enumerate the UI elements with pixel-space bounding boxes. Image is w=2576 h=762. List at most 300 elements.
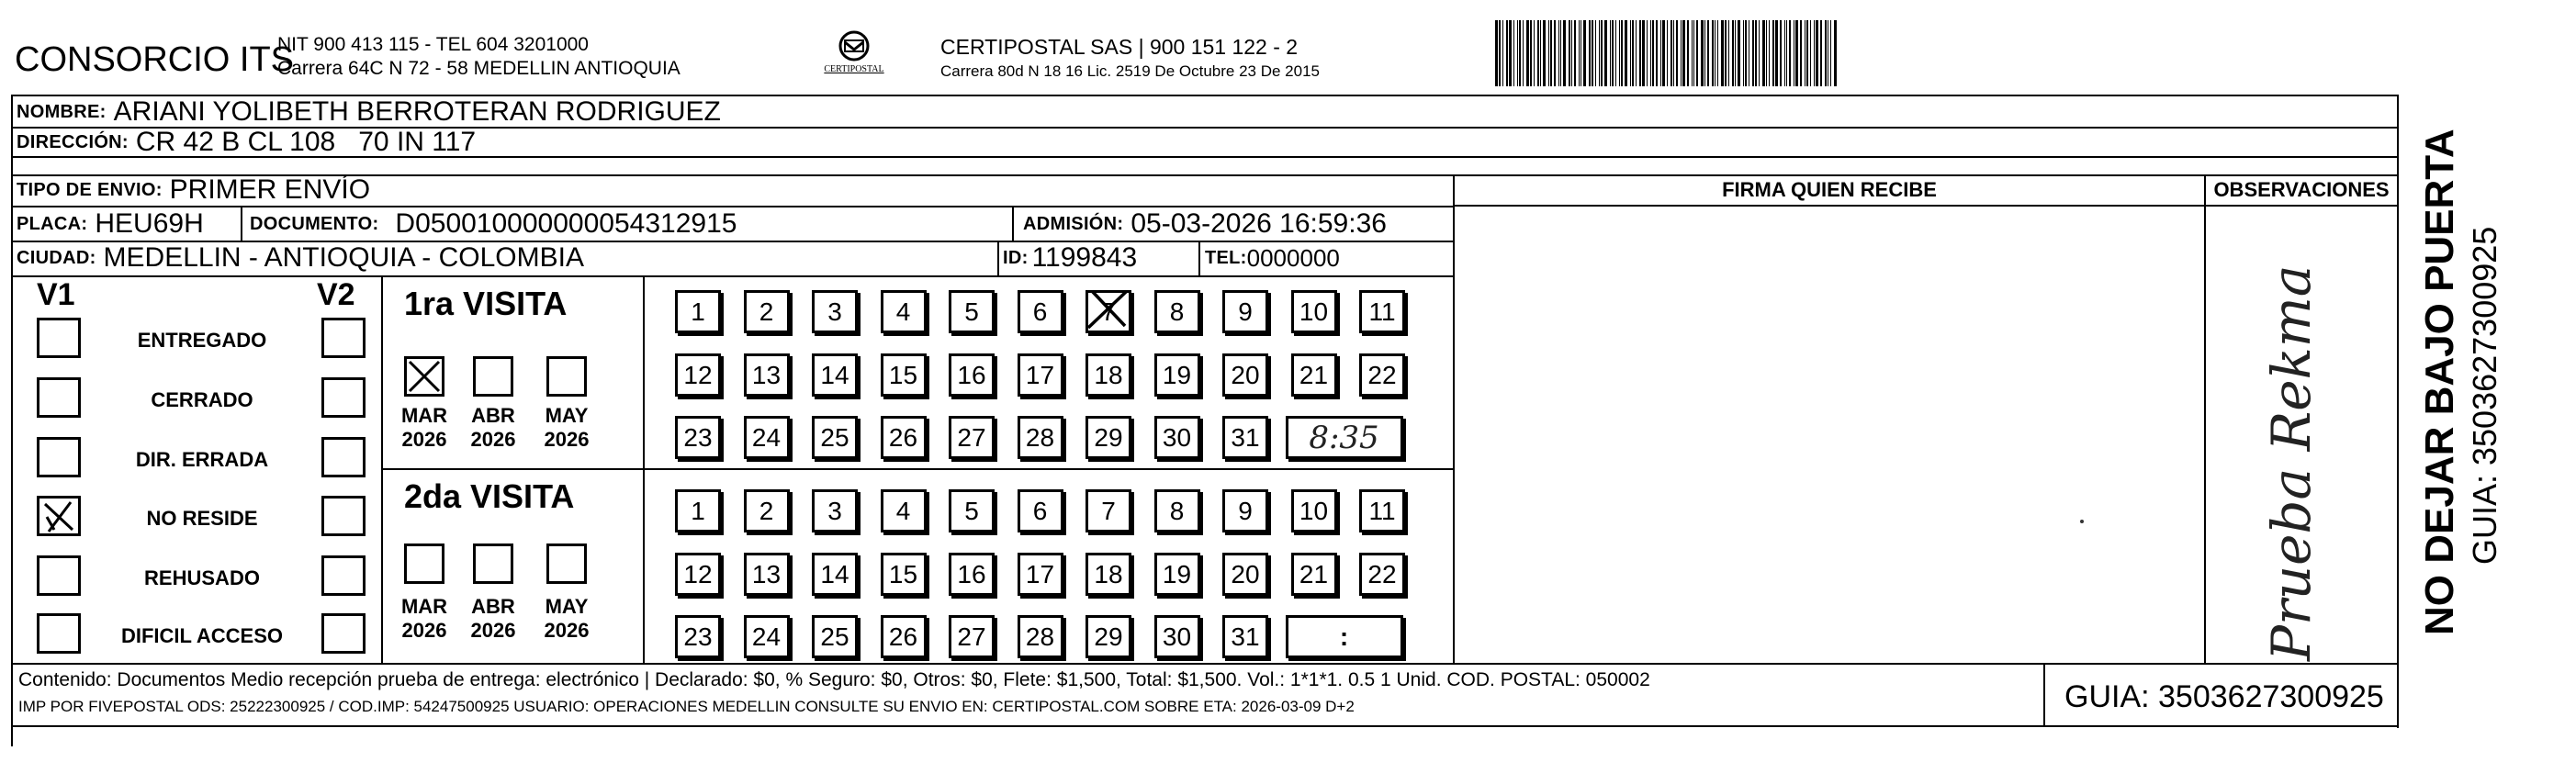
barcode-bar xyxy=(1704,20,1705,86)
day-number: 12 xyxy=(683,559,713,588)
barcode-bar xyxy=(1762,20,1765,86)
day-number: 5 xyxy=(964,297,979,326)
v2-checkbox[interactable] xyxy=(321,613,366,654)
day-cell[interactable] xyxy=(949,615,995,658)
barcode-bar xyxy=(1662,20,1665,86)
documento-label: DOCUMENTO: xyxy=(250,213,379,234)
day-cell[interactable] xyxy=(1359,353,1405,397)
day-cell[interactable] xyxy=(1086,615,1131,658)
day-cell[interactable] xyxy=(881,553,927,596)
year-label: 2026 xyxy=(401,619,447,642)
nombre-row xyxy=(17,96,721,128)
day-number: 26 xyxy=(888,422,918,452)
day-number: 21 xyxy=(1299,559,1329,588)
barcode-bar xyxy=(1696,20,1698,86)
day-cell[interactable] xyxy=(1222,353,1268,397)
day-cell[interactable] xyxy=(744,615,790,658)
barcode-bar xyxy=(1569,20,1570,86)
placa-label: PLACA: xyxy=(17,213,88,234)
day-number: 14 xyxy=(820,559,849,588)
day-cell[interactable] xyxy=(744,553,790,596)
v1-checkbox[interactable] xyxy=(37,555,81,596)
barcode-bar xyxy=(1595,20,1596,86)
barcode-bar xyxy=(1721,20,1724,86)
day-cell[interactable] xyxy=(1086,553,1131,596)
id-label: ID: xyxy=(1003,247,1029,268)
barcode-bar xyxy=(1554,20,1556,86)
barcode-bar xyxy=(1717,20,1718,86)
frame-left xyxy=(11,95,13,746)
barcode-bar xyxy=(1517,20,1518,86)
status-label: DIFICIL ACCESO xyxy=(120,624,283,647)
day-number: 10 xyxy=(1299,496,1329,525)
v1-checkbox[interactable] xyxy=(37,496,81,536)
day-number: 31 xyxy=(1231,622,1260,651)
certipostal-logo-icon xyxy=(817,29,891,81)
id-row xyxy=(1003,241,1137,275)
barcode-bar xyxy=(1769,20,1770,86)
day-number: 13 xyxy=(751,360,782,389)
day-cell[interactable] xyxy=(1222,615,1268,658)
barcode-bar xyxy=(1755,20,1757,86)
barcode-bar xyxy=(1650,20,1651,86)
day-number: 1 xyxy=(691,496,705,525)
stray-dot xyxy=(2080,520,2084,523)
barcode-bar xyxy=(1656,20,1658,86)
barcode-bar xyxy=(1615,20,1616,86)
day-number: 12 xyxy=(683,360,713,389)
placa-row xyxy=(17,207,204,241)
day-cell[interactable] xyxy=(881,353,927,397)
barcode-bar xyxy=(1789,20,1791,86)
barcode-bar xyxy=(1604,20,1607,86)
admision-value: 05-03-2026 16:59:36 xyxy=(1131,208,1387,239)
frame-right xyxy=(2397,95,2399,728)
day-cell[interactable] xyxy=(881,615,927,658)
day-number: 8 xyxy=(1169,496,1185,525)
barcode-bar xyxy=(1550,20,1552,86)
barcode-bar xyxy=(1834,20,1837,86)
row-sep-footer xyxy=(11,663,2399,665)
visit1-title: 1ra VISITA xyxy=(404,285,568,322)
status-label: NO RESIDE xyxy=(146,507,258,530)
barcode-bar xyxy=(1625,20,1627,86)
month-label: MAR xyxy=(400,404,448,427)
barcode-bar xyxy=(1639,20,1641,86)
v2-checkbox[interactable] xyxy=(321,318,366,358)
day-cell[interactable] xyxy=(1222,553,1268,596)
barcode-bar xyxy=(1647,20,1648,86)
day-mark-icon xyxy=(1083,286,1134,333)
barcode-bar xyxy=(1560,20,1561,86)
day-cell[interactable] xyxy=(675,416,721,459)
day-number: 25 xyxy=(820,622,849,651)
vsep-id xyxy=(997,241,999,275)
barcode-bar xyxy=(1786,20,1787,86)
barcode-bar xyxy=(1563,20,1566,86)
day-cell[interactable] xyxy=(812,489,858,532)
day-cell[interactable] xyxy=(881,416,927,459)
ciudad-label: CIUDAD: xyxy=(17,247,96,268)
year-label: 2026 xyxy=(401,428,447,451)
tel-label: TEL: xyxy=(1205,247,1247,268)
month-label: ABR xyxy=(471,404,515,427)
barcode-bar xyxy=(1673,20,1674,86)
barcode-bar xyxy=(1825,20,1827,86)
logo-caption: CERTIPOSTAL xyxy=(824,64,884,74)
day-number: 11 xyxy=(1368,496,1396,525)
month-label: MAR xyxy=(400,595,448,618)
barcode-bar xyxy=(1806,20,1808,86)
direccion-value: CR 42 B CL 108 70 IN 117 xyxy=(135,127,477,157)
admision-label: ADMISIÓN: xyxy=(1023,213,1124,234)
barcode-bar xyxy=(1509,20,1512,86)
day-number: 2 xyxy=(759,496,774,525)
barcode-bar xyxy=(1701,20,1704,86)
carrier-line1: CERTIPOSTAL SAS | 900 151 122 - 2 xyxy=(940,35,1299,59)
day-number: 13 xyxy=(751,559,782,588)
day-cell[interactable] xyxy=(1154,353,1200,397)
day-cell[interactable] xyxy=(1359,290,1405,333)
year-label: 2026 xyxy=(544,428,590,451)
barcode-bar xyxy=(1495,20,1498,86)
day-cell[interactable] xyxy=(812,553,858,596)
barcode-bar xyxy=(1693,20,1694,86)
v2-checkbox[interactable] xyxy=(321,437,366,477)
frame-bottom xyxy=(11,725,2399,727)
day-number: 3 xyxy=(827,297,842,326)
barcode-bar xyxy=(1772,20,1774,86)
firma-header: FIRMA QUIEN RECIBE xyxy=(1722,178,1937,201)
barcode-bar xyxy=(1652,20,1654,86)
day-cell[interactable] xyxy=(1291,353,1337,397)
v2-checkbox[interactable] xyxy=(321,377,366,418)
day-cell[interactable] xyxy=(1359,489,1405,532)
month-checkbox[interactable] xyxy=(473,543,513,584)
day-cell[interactable] xyxy=(1359,553,1405,596)
barcode-bar xyxy=(1660,20,1661,86)
barcode-bar xyxy=(1580,20,1581,86)
day-number: 2 xyxy=(759,297,774,326)
barcode-bar xyxy=(1534,20,1535,86)
barcode-bar xyxy=(1676,20,1678,86)
barcode-bar xyxy=(1599,20,1600,86)
day-number: 1 xyxy=(691,297,705,326)
day-cell[interactable] xyxy=(1018,615,1063,658)
day-cell[interactable] xyxy=(1086,290,1131,333)
day-number: 25 xyxy=(820,422,849,452)
barcode-bar xyxy=(1830,20,1831,86)
day-cell[interactable] xyxy=(1222,489,1268,532)
day-number: 22 xyxy=(1367,360,1397,389)
day-cell[interactable] xyxy=(949,553,995,596)
footer-line2: IMP POR FIVEPOSTAL ODS: 25222300925 / COD.IMP: 54247500925 USUARIO: OPERACIONES MEDELLIN CONSULTE SU ENVIO EN: CERTIPOSTAL.COM SOBRE ETA: 2026-03-09 D+2 xyxy=(18,698,1355,715)
day-cell[interactable] xyxy=(812,290,858,333)
barcode-bar xyxy=(1800,20,1802,86)
barcode-bar xyxy=(1621,20,1623,86)
day-number: 16 xyxy=(957,559,986,588)
day-number: 29 xyxy=(1094,422,1123,452)
v1-checkbox[interactable] xyxy=(37,377,81,418)
day-number: 8 xyxy=(1169,297,1185,326)
barcode-bar xyxy=(1574,20,1576,86)
day-cell[interactable] xyxy=(1154,615,1200,658)
day-cell[interactable] xyxy=(675,489,721,532)
barcode-bar xyxy=(1579,20,1580,86)
vsep-footer-guia xyxy=(2043,663,2045,725)
nombre-label: NOMBRE: xyxy=(17,101,107,122)
day-number: 21 xyxy=(1299,360,1329,389)
barcode-bar xyxy=(1571,20,1572,86)
v1-header: V1 xyxy=(37,277,75,312)
day-cell[interactable] xyxy=(1018,290,1063,333)
barcode-bar xyxy=(1506,20,1508,86)
day-cell[interactable] xyxy=(1018,353,1063,397)
day-number: 10 xyxy=(1299,297,1329,326)
barcode-bar xyxy=(1738,20,1740,86)
day-number: 19 xyxy=(1162,559,1192,588)
barcode-bar xyxy=(1592,20,1593,86)
barcode xyxy=(1495,20,1838,86)
barcode-bar xyxy=(1519,20,1521,86)
barcode-bar xyxy=(1743,20,1744,86)
barcode-bar xyxy=(1642,20,1645,86)
documento-value: D050010000000054312915 xyxy=(395,208,737,239)
day-cell[interactable] xyxy=(949,290,995,333)
barcode-bar xyxy=(1707,20,1709,86)
day-number: 5 xyxy=(964,496,979,525)
status-label: ENTREGADO xyxy=(137,329,267,352)
status-label: DIR. ERRADA xyxy=(135,448,269,471)
day-cell[interactable] xyxy=(1154,489,1200,532)
day-cell[interactable] xyxy=(1154,553,1200,596)
nombre-value: ARIANI YOLIBETH BERROTERAN RODRIGUEZ xyxy=(113,96,721,127)
day-cell[interactable] xyxy=(949,489,995,532)
side-guia: GUIA: 3503627300925 xyxy=(2466,226,2503,565)
day-number: 7 xyxy=(1101,297,1116,326)
day-number: 15 xyxy=(888,360,918,389)
observacion-handwritten: Prueba Rekma xyxy=(2260,264,2323,661)
barcode-bar xyxy=(1784,20,1785,86)
barcode-bar xyxy=(1759,20,1760,86)
day-number: 30 xyxy=(1162,622,1192,651)
day-cell[interactable] xyxy=(812,615,858,658)
barcode-bar xyxy=(1766,20,1767,86)
day-cell[interactable] xyxy=(812,353,858,397)
month-label: MAY xyxy=(545,404,589,427)
barcode-bar xyxy=(1712,20,1714,86)
month-label: MAY xyxy=(545,595,589,618)
month-checkbox[interactable] xyxy=(404,543,444,584)
day-cell[interactable] xyxy=(1222,290,1268,333)
day-number: 23 xyxy=(683,422,713,452)
day-cell[interactable] xyxy=(812,416,858,459)
row-sep-6 xyxy=(11,275,1453,277)
day-cell[interactable] xyxy=(1018,416,1063,459)
barcode-bar xyxy=(1636,20,1637,86)
barcode-bar xyxy=(1523,20,1524,86)
day-number: 4 xyxy=(895,297,911,326)
id-value: 1199843 xyxy=(1031,242,1138,273)
day-cell[interactable] xyxy=(744,416,790,459)
day-number: 9 xyxy=(1238,496,1253,525)
day-number: 14 xyxy=(820,360,849,389)
barcode-bar xyxy=(1630,20,1631,86)
time-field[interactable] xyxy=(1286,416,1403,459)
barcode-bar xyxy=(1820,20,1822,86)
barcode-bar xyxy=(1589,20,1591,86)
barcode-bar xyxy=(1610,20,1611,86)
barcode-bar xyxy=(1632,20,1634,86)
visit-separator xyxy=(381,468,1453,470)
year-label: 2026 xyxy=(544,619,590,642)
tipo-row xyxy=(17,174,370,206)
barcode-bar xyxy=(1752,20,1754,86)
day-number: 24 xyxy=(751,622,782,651)
day-cell[interactable] xyxy=(1154,416,1200,459)
day-number: 30 xyxy=(1162,422,1192,452)
footer-guia: GUIA: 3503627300925 xyxy=(2064,679,2384,714)
barcode-bar xyxy=(1526,20,1529,86)
day-number: 26 xyxy=(888,622,918,651)
day-cell[interactable] xyxy=(744,290,790,333)
v2-header: V2 xyxy=(317,277,355,312)
direccion-label: DIRECCIÓN: xyxy=(17,131,129,152)
barcode-bar xyxy=(1540,20,1541,86)
day-cell[interactable] xyxy=(949,416,995,459)
day-number: 20 xyxy=(1231,559,1260,588)
day-number: 4 xyxy=(895,496,911,525)
day-number: 17 xyxy=(1025,360,1055,389)
placa-value: HEU69H xyxy=(95,208,204,239)
barcode-bar xyxy=(1728,20,1729,86)
barcode-bar xyxy=(1687,20,1689,86)
time-field[interactable] xyxy=(1286,615,1403,658)
barcode-bar xyxy=(1682,20,1685,86)
day-cell[interactable] xyxy=(675,615,721,658)
side-warning: NO DEJAR BAJO PUERTA xyxy=(2417,129,2462,635)
v1-checkbox[interactable] xyxy=(37,613,81,654)
barcode-bar xyxy=(1692,20,1693,86)
barcode-bar xyxy=(1558,20,1559,86)
day-cell[interactable] xyxy=(675,353,721,397)
barcode-bar xyxy=(1543,20,1546,86)
barcode-bar xyxy=(1499,20,1501,86)
v1-checkbox[interactable] xyxy=(37,437,81,477)
v1-checkbox[interactable] xyxy=(37,318,81,358)
barcode-bar xyxy=(1612,20,1614,86)
month-checkbox[interactable] xyxy=(546,543,587,584)
day-number: 16 xyxy=(957,360,986,389)
day-cell[interactable] xyxy=(744,489,790,532)
tipo-value: PRIMER ENVÍO xyxy=(169,174,371,205)
day-number: 19 xyxy=(1162,360,1192,389)
day-cell[interactable] xyxy=(1222,416,1268,459)
day-number: 22 xyxy=(1367,559,1397,588)
barcode-bar xyxy=(1732,20,1734,86)
barcode-bar xyxy=(1667,20,1668,86)
v2-checkbox[interactable] xyxy=(321,496,366,536)
barcode-bar xyxy=(1681,20,1682,86)
barcode-bar xyxy=(1814,20,1815,86)
day-cell[interactable] xyxy=(949,353,995,397)
day-cell[interactable] xyxy=(1086,416,1131,459)
day-number: 6 xyxy=(1032,496,1048,525)
status-label: REHUSADO xyxy=(144,566,260,589)
time-handwritten: 8:35 xyxy=(1309,419,1379,456)
vsep-tel xyxy=(1198,241,1200,275)
day-cell[interactable] xyxy=(744,353,790,397)
day-number: 27 xyxy=(957,422,986,452)
day-cell[interactable] xyxy=(881,489,927,532)
tel-value: 0000000 xyxy=(1246,243,1340,272)
barcode-bar xyxy=(1513,20,1514,86)
month-checkbox[interactable] xyxy=(473,356,513,397)
company-name: CONSORCIO ITS xyxy=(15,40,295,79)
day-number: 28 xyxy=(1025,622,1055,651)
direccion-row xyxy=(17,129,476,156)
barcode-bar xyxy=(1816,20,1818,86)
day-cell[interactable] xyxy=(675,290,721,333)
company-line2: Carrera 64C N 72 - 58 MEDELLIN ANTIOQUIA xyxy=(277,58,681,79)
barcode-bar xyxy=(1725,20,1727,86)
vsep-placa xyxy=(241,207,242,241)
day-cell[interactable] xyxy=(1018,553,1063,596)
status-label: CERRADO xyxy=(151,388,253,411)
day-cell[interactable] xyxy=(1154,290,1200,333)
year-label: 2026 xyxy=(470,428,516,451)
month-checkbox[interactable] xyxy=(546,356,587,397)
day-number: 18 xyxy=(1094,559,1123,588)
day-number: 31 xyxy=(1231,422,1260,452)
day-number: 27 xyxy=(957,622,986,651)
day-cell[interactable] xyxy=(881,290,927,333)
day-cell[interactable] xyxy=(1291,489,1337,532)
visit2-title: 2da VISITA xyxy=(404,477,575,515)
ciudad-row xyxy=(17,241,584,275)
day-cell[interactable] xyxy=(1018,489,1063,532)
barcode-bar xyxy=(1810,20,1811,86)
day-number: 6 xyxy=(1032,297,1048,326)
admision-row xyxy=(1023,207,1387,241)
documento-row xyxy=(250,207,737,241)
day-number: 17 xyxy=(1025,559,1055,588)
vsep-obs xyxy=(2204,174,2206,663)
day-cell[interactable] xyxy=(1086,489,1131,532)
barcode-bar xyxy=(1670,20,1672,86)
day-cell[interactable] xyxy=(1291,290,1337,333)
barcode-bar xyxy=(1530,20,1532,86)
carrier-line2: Carrera 80d N 18 16 Lic. 2519 De Octubre 23 De 2015 xyxy=(940,62,1320,80)
day-number: 20 xyxy=(1231,360,1260,389)
observaciones-header: OBSERVACIONES xyxy=(2213,178,2390,201)
vsep-admision xyxy=(1012,207,1014,241)
day-number: 11 xyxy=(1368,297,1396,326)
barcode-bar xyxy=(1745,20,1747,86)
company-line1: NIT 900 413 115 - TEL 604 3201000 xyxy=(277,34,589,55)
day-cell[interactable] xyxy=(1291,553,1337,596)
day-number: 24 xyxy=(751,422,782,452)
tipo-label: TIPO DE ENVIO: xyxy=(17,179,163,200)
day-cell[interactable] xyxy=(675,553,721,596)
ciudad-value: MEDELLIN - ANTIOQUIA - COLOMBIA xyxy=(103,242,584,273)
day-number: 29 xyxy=(1094,622,1123,651)
barcode-bar xyxy=(1619,20,1620,86)
month-checkbox[interactable] xyxy=(404,356,444,397)
tel-row xyxy=(1205,241,1340,275)
v2-checkbox[interactable] xyxy=(321,555,366,596)
day-cell[interactable] xyxy=(1086,353,1131,397)
